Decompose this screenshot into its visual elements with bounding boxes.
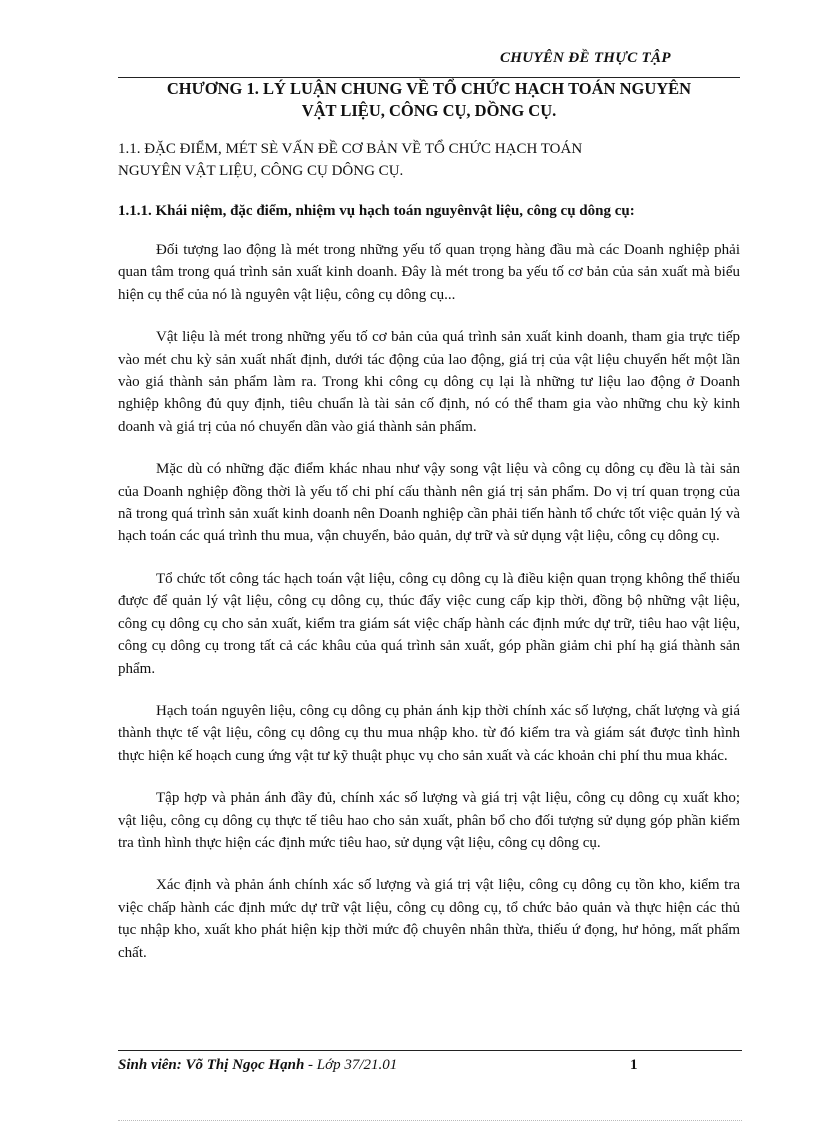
body-text <box>118 239 740 984</box>
footer-rule <box>118 1050 742 1051</box>
paragraph: Hạch toán nguyên liệu, công cụ dông cụ phản ánh kịp thời chính xác số lượng, chất lượng và giá thành thực tế vật liệu, công cụ dông cụ thu mua nhập kho. từ đó kiểm tra và giám sát được tình hình thực hiện kế hoạch cung ứng vật tư kỹ thuật phục vụ cho sản xuất và các khoản chi phí thu mua khác. <box>118 702 740 764</box>
paragraph: Mặc dù có những đặc điểm khác nhau như vậy song vật liệu và công cụ dông cụ đều là tài sản của Doanh nghiệp đồng thời là yếu tố chi phí cấu thành nên giá trị sản phẩm. Do vị trí quan trọng của nã trong quá trình sản xuất kinh doanh nên Doanh nghiệp cần phải tiến hành tổ chức tốt việc quản lý và hạch toán các quá trình thu mua, vận chuyển, bảo quản, dự trữ và sử dụng vật liệu, công cụ dông cụ. <box>118 461 740 545</box>
paragraph: Tập hợp và phản ánh đầy đủ, chính xác số lượng và giá trị vật liệu, công cụ dông cụ xuất kho; vật liệu, công cụ dông cụ thực tế tiêu hao cho sản xuất, phân bổ cho đối tượng sử dụng góp phần kiểm tra tình hình thực hiện các định mức tiêu hao, sử dụng vật liệu, công cụ dông cụ. <box>118 790 740 851</box>
running-header: CHUYÊN ĐỀ THỰC TẬP <box>500 50 671 66</box>
footer-student-name: Sinh viên: Võ Thị Ngọc Hạnh <box>118 1057 305 1073</box>
paragraph: Tổ chức tốt công tác hạch toán vật liệu, công cụ dông cụ là điều kiện quan trọng không thể thiếu được để quản lý vật liệu, công cụ dông cụ, thúc đẩy việc cung cấp kịp thời, đồng bộ những vật liệu, công cụ dông cụ cho sản xuất, kiểm tra giám sát việc chấp hành các định mức dự trữ, tiêu hao vật liệu, công cụ dông cụ trong tất cả các khâu của quá trình sản xuất, góp phần giảm chi phí hạ giá thành sản phẩm. <box>118 570 740 677</box>
footer-class: - Lớp 37/21.01 <box>304 1057 398 1073</box>
paragraph: Đối tượng lao động là mét trong những yếu tố quan trọng hàng đầu mà các Doanh nghiệp phải quan tâm trong quá trình sản xuất kinh doanh. Đây là mét trong ba yếu tố cơ bản của sản xuất mà biểu hiện cụ thể của nó là nguyên vật liệu, công cụ dông cụ... <box>118 242 740 303</box>
paragraph: Xác định và phản ánh chính xác số lượng và giá trị vật liệu, công cụ dông cụ tồn kho, kiểm tra việc chấp hành các định mức dự trữ vật liệu, công cụ dông cụ, tổ chức bảo quản và thực hiện các thủ tục nhập kho, xuất kho phát hiện kịp thời mức độ chuyên nhân thừa, thiếu ứ đọng, hư hỏng, mất phẩm chất. <box>118 877 740 961</box>
page-footer <box>118 1057 742 1077</box>
page-edge-dotted-line <box>118 1120 742 1121</box>
page-number: 1 <box>630 1057 638 1073</box>
chapter-title <box>118 78 740 122</box>
subsection-title: 1.1.1. Khái niệm, đặc điểm, nhiệm vụ hạch toán nguyênvật liệu, công cụ dông cụ: <box>118 203 635 219</box>
section-title-line-2: NGUYÊN VẬT LIỆU, CÔNG CỤ DÔNG CỤ. <box>118 163 404 179</box>
section-title-line-1: 1.1. ĐẶC ĐIỂM, MÉT SÈ VẤN ĐỀ CƠ BẢN VỀ TỔ CHỨC HẠCH TOÁN <box>118 141 583 157</box>
chapter-title-line-1: CHƯƠNG 1. LÝ LUẬN CHUNG VỀ TỔ CHỨC HẠCH TOÁN NGUYÊN <box>166 79 692 98</box>
section-title <box>118 138 718 182</box>
paragraph: Vật liệu là mét trong những yếu tố cơ bản của quá trình sản xuất kinh doanh, tham gia trực tiếp vào mét chu kỳ sản xuất nhất định, dưới tác động của lao động, giá trị của vật liệu chuyển hết một lần vào giá thành sản phẩm làm ra. Trong khi công cụ dông cụ lại là những tư liệu lao động ở Doanh nghiệp không đủ quy định, tiêu chuẩn là tài sản cố định, nó có thể tham gia vào những chu kỳ kinh doanh và giá trị của nó chuyển dần vào giá thành sản phẩm. <box>118 329 740 435</box>
chapter-title-line-2: VẬT LIỆU, CÔNG CỤ, DỒNG CỤ. <box>301 101 557 120</box>
